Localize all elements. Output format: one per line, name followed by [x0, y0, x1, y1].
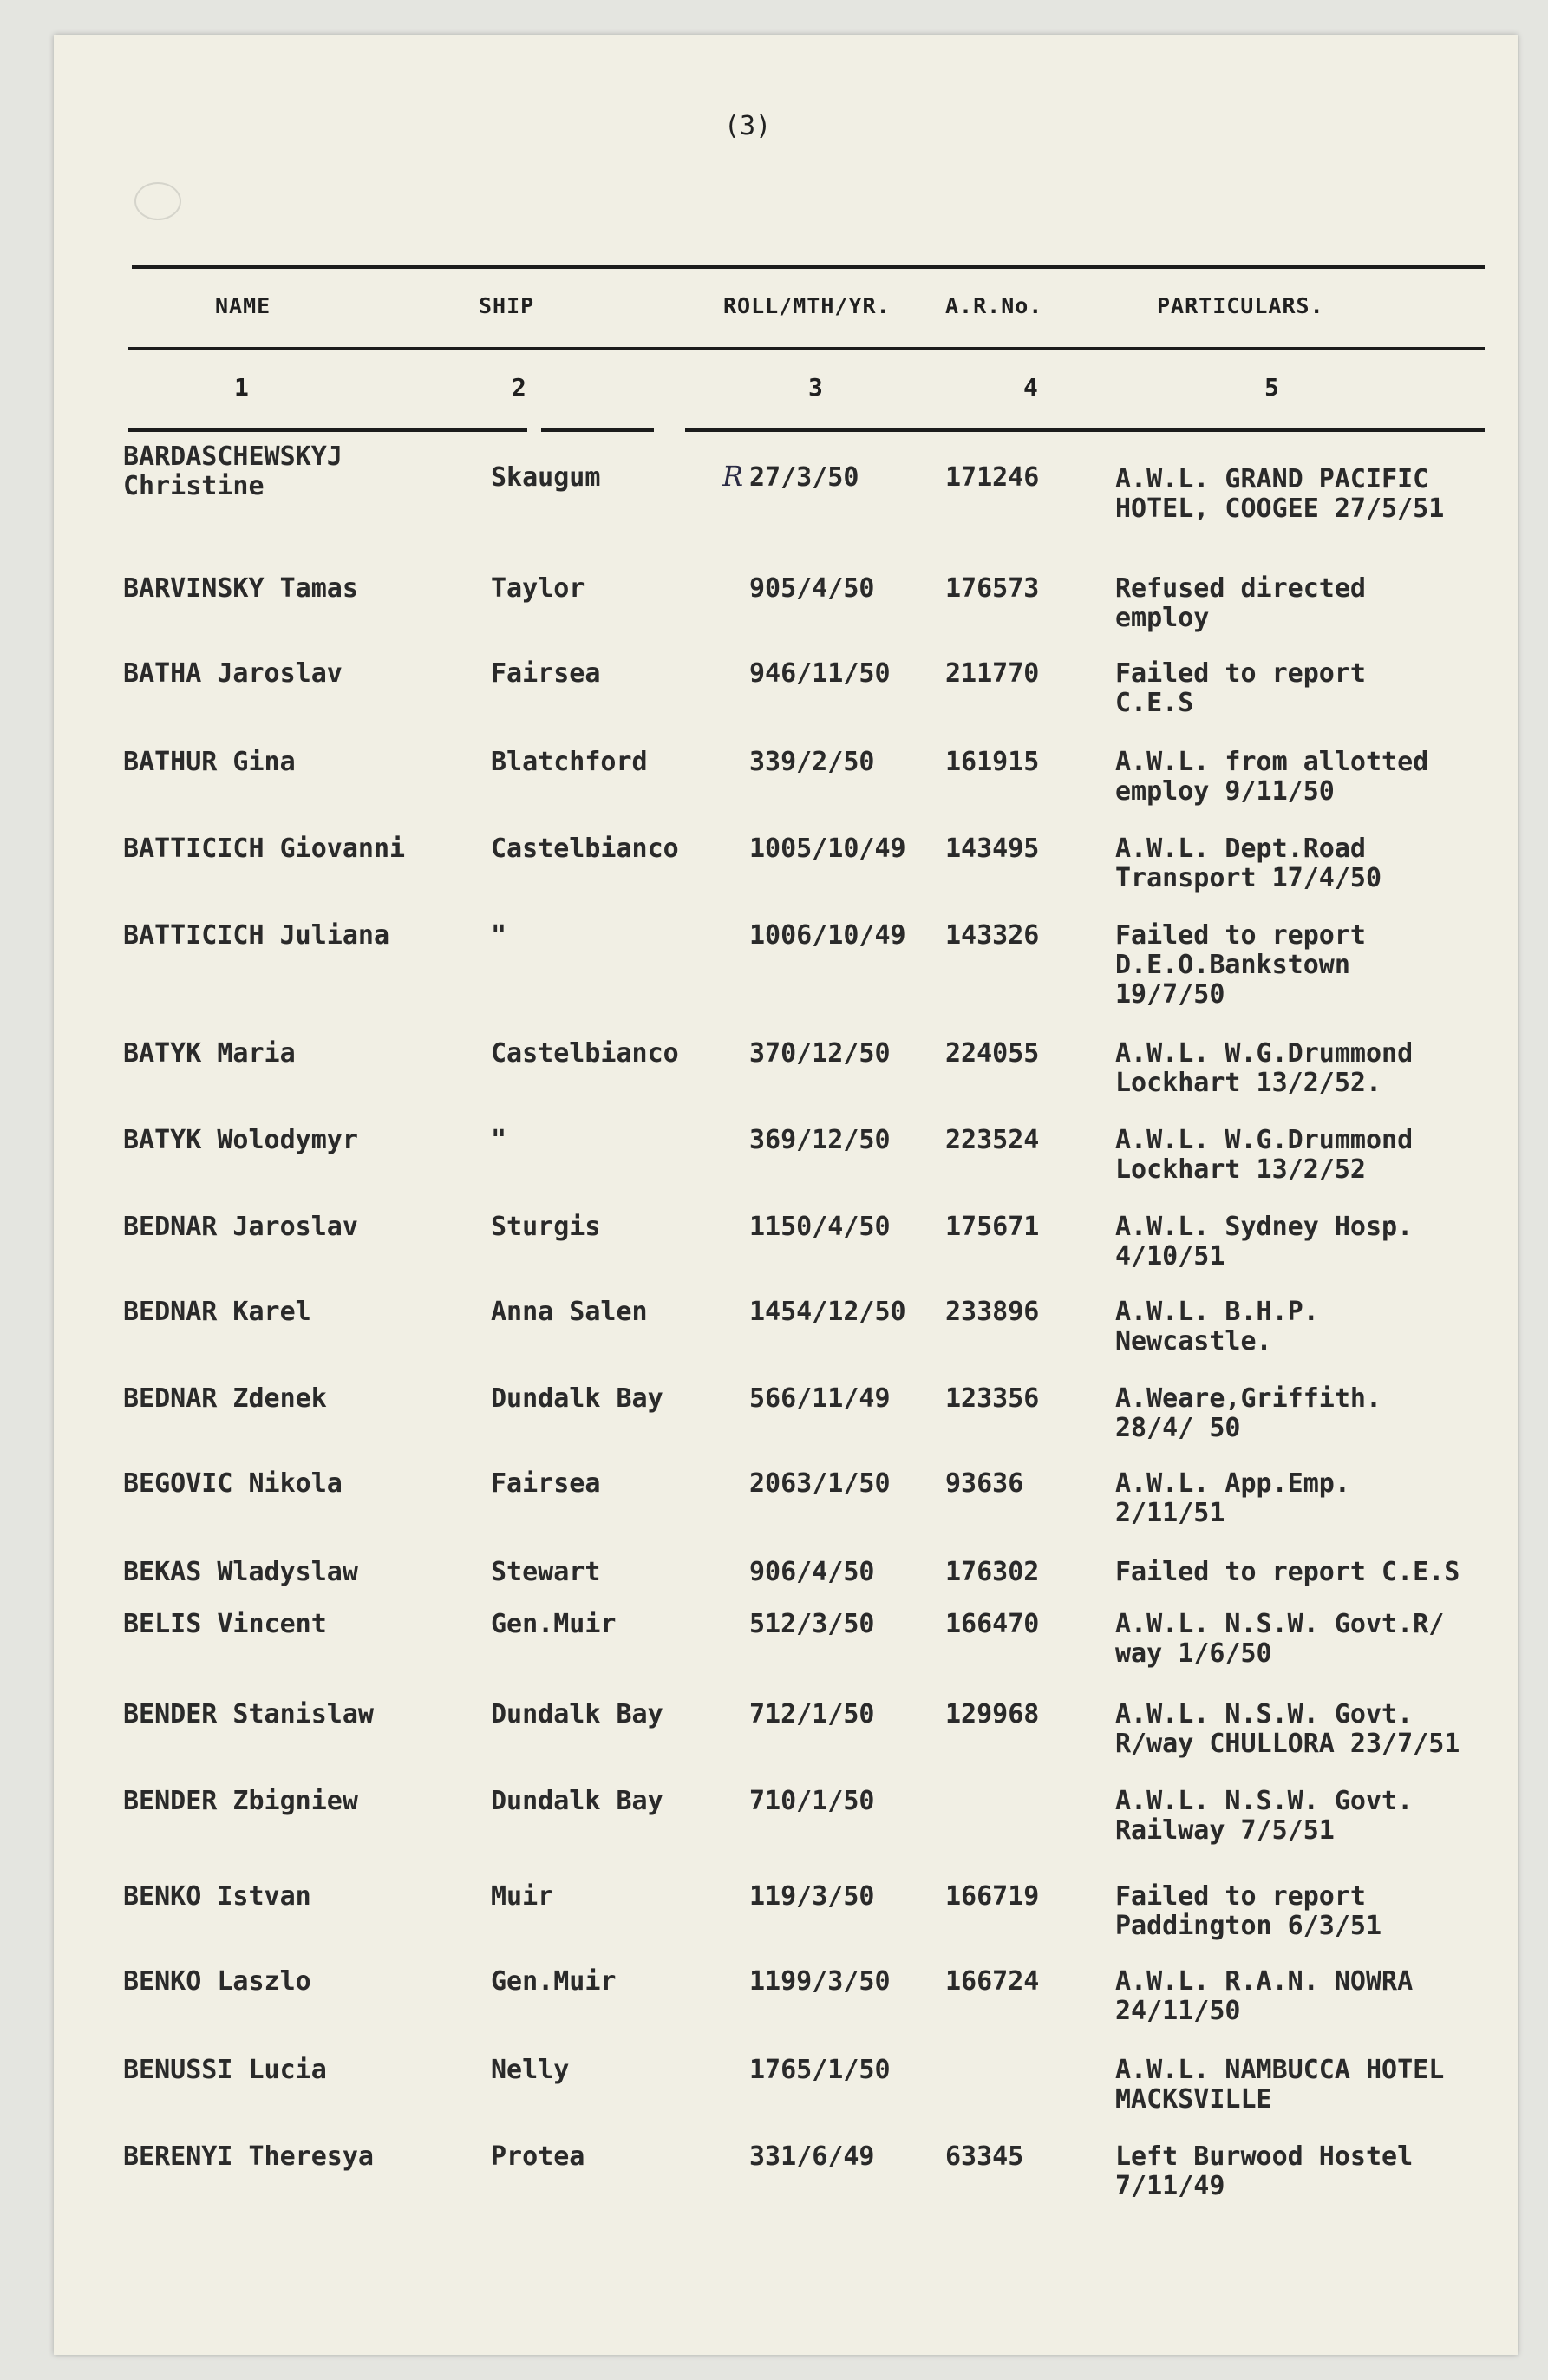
name-cell: BATTICICH Giovanni [123, 834, 406, 864]
name-cell: BEDNAR Karel [123, 1297, 311, 1327]
ar-number-cell: 123356 [945, 1383, 1040, 1414]
ar-number-cell: 233896 [945, 1297, 1040, 1327]
header-ship: SHIP [479, 293, 535, 318]
ship-cell: Dundalk Bay [491, 1786, 663, 1816]
particulars-cell: Failed to report D.E.O.Bankstown 19/7/50 [1115, 920, 1366, 1010]
particulars-cell: A.Weare,Griffith. 28/4/ 50 [1115, 1383, 1382, 1443]
particulars-cell: A.W.L. R.A.N. NOWRA 24/11/50 [1115, 1966, 1414, 2026]
roll-cell: 1150/4/50 [749, 1212, 891, 1242]
roll-cell: 905/4/50 [749, 573, 875, 604]
particulars-cell: A.W.L. from allotted employ 9/11/50 [1115, 747, 1429, 807]
column-number-1: 1 [234, 373, 249, 402]
name-cell: BATHA Jaroslav [123, 658, 343, 689]
roll-cell: 1199/3/50 [749, 1966, 891, 1997]
paper-smudge [134, 182, 181, 220]
roll-cell: 566/11/49 [749, 1383, 891, 1414]
ar-number-cell: 224055 [945, 1038, 1040, 1069]
roll-cell: 331/6/49 [749, 2141, 875, 2172]
ship-cell: Muir [491, 1881, 554, 1912]
roll-cell: 370/12/50 [749, 1038, 891, 1069]
ar-number-cell: 93636 [945, 1468, 1024, 1499]
ar-number-cell: 143326 [945, 920, 1040, 951]
rule-under-numbers-a [128, 428, 527, 432]
ar-number-cell: 176573 [945, 573, 1040, 604]
particulars-cell: A.W.L. N.S.W. Govt. Railway 7/5/51 [1115, 1786, 1414, 1846]
roll-cell: 2063/1/50 [749, 1468, 891, 1499]
name-cell: BENUSSI Lucia [123, 2055, 327, 2085]
column-number-3: 3 [808, 373, 823, 402]
name-cell: BATYK Maria [123, 1038, 296, 1069]
name-cell: BARDASCHEWSKYJ Christine [123, 441, 343, 501]
roll-cell: 27/3/50 [749, 462, 859, 493]
name-cell: BENDER Stanislaw [123, 1699, 374, 1729]
roll-cell: 369/12/50 [749, 1125, 891, 1155]
rule-under-numbers-c [685, 428, 1485, 432]
column-number-4: 4 [1023, 373, 1038, 402]
particulars-cell: Failed to report C.E.S [1115, 658, 1366, 718]
name-cell: BEDNAR Jaroslav [123, 1212, 358, 1242]
ship-cell: Dundalk Bay [491, 1383, 663, 1414]
ship-cell: " [491, 1125, 507, 1155]
roll-cell: 339/2/50 [749, 747, 875, 777]
roll-cell: 710/1/50 [749, 1786, 875, 1816]
particulars-cell: Left Burwood Hostel 7/11/49 [1115, 2141, 1414, 2201]
ar-number-cell: 143495 [945, 834, 1040, 864]
particulars-cell: Failed to report Paddington 6/3/51 [1115, 1881, 1382, 1941]
column-number-5: 5 [1264, 373, 1279, 402]
ar-number-cell: 63345 [945, 2141, 1024, 2172]
ar-number-cell: 129968 [945, 1699, 1040, 1729]
roll-cell: 1454/12/50 [749, 1297, 906, 1327]
ship-cell: Fairsea [491, 658, 601, 689]
rule-under-headers [128, 347, 1485, 350]
particulars-cell: A.W.L. NAMBUCCA HOTEL MACKSVILLE [1115, 2055, 1445, 2115]
ship-cell: Fairsea [491, 1468, 601, 1499]
roll-cell: 946/11/50 [749, 658, 891, 689]
particulars-cell: A.W.L. GRAND PACIFIC HOTEL, COOGEE 27/5/51 [1115, 464, 1445, 524]
ship-cell: Gen.Muir [491, 1966, 617, 1997]
name-cell: BEDNAR Zdenek [123, 1383, 327, 1414]
name-cell: BATHUR Gina [123, 747, 296, 777]
ar-number-cell: 211770 [945, 658, 1040, 689]
name-cell: BATTICICH Juliana [123, 920, 390, 951]
ar-number-cell: 176302 [945, 1557, 1040, 1587]
ship-cell: Stewart [491, 1557, 601, 1587]
particulars-cell: A.W.L. W.G.Drummond Lockhart 13/2/52 [1115, 1125, 1414, 1185]
ar-number-cell: 223524 [945, 1125, 1040, 1155]
particulars-cell: A.W.L. Dept.Road Transport 17/4/50 [1115, 834, 1382, 893]
roll-cell: 512/3/50 [749, 1609, 875, 1639]
particulars-cell: A.W.L. Sydney Hosp. 4/10/51 [1115, 1212, 1414, 1272]
ship-cell: Dundalk Bay [491, 1699, 663, 1729]
ship-cell: " [491, 920, 507, 951]
roll-cell: 1006/10/49 [749, 920, 906, 951]
name-cell: BEGOVIC Nikola [123, 1468, 343, 1499]
name-cell: BELIS Vincent [123, 1609, 327, 1639]
ship-cell: Castelbianco [491, 834, 679, 864]
name-cell: BEKAS Wladyslaw [123, 1557, 358, 1587]
roll-cell: 119/3/50 [749, 1881, 875, 1912]
ship-cell: Nelly [491, 2055, 570, 2085]
particulars-cell: A.W.L. N.S.W. Govt. R/way CHULLORA 23/7/51 [1115, 1699, 1460, 1759]
header-ar-no: A.R.No. [945, 293, 1043, 318]
name-cell: BENDER Zbigniew [123, 1786, 358, 1816]
particulars-cell: Failed to report C.E.S [1115, 1557, 1460, 1587]
roll-cell: 1005/10/49 [749, 834, 906, 864]
ship-cell: Blatchford [491, 747, 648, 777]
ar-number-cell: 166470 [945, 1609, 1040, 1639]
name-cell: BENKO Istvan [123, 1881, 311, 1912]
ship-cell: Taylor [491, 573, 585, 604]
particulars-cell: A.W.L. App.Emp. 2/11/51 [1115, 1468, 1350, 1528]
rule-top [132, 265, 1485, 269]
header-name: NAME [215, 293, 271, 318]
name-cell: BARVINSKY Tamas [123, 573, 358, 604]
particulars-cell: A.W.L. N.S.W. Govt.R/ way 1/6/50 [1115, 1609, 1445, 1669]
roll-cell: 906/4/50 [749, 1557, 875, 1587]
roll-cell: 1765/1/50 [749, 2055, 891, 2085]
ar-number-cell: 161915 [945, 747, 1040, 777]
ship-cell: Protea [491, 2141, 585, 2172]
header-particulars: PARTICULARS. [1157, 293, 1324, 318]
ar-number-cell: 175671 [945, 1212, 1040, 1242]
roll-cell: 712/1/50 [749, 1699, 875, 1729]
header-roll: ROLL/MTH/YR. [723, 293, 891, 318]
particulars-cell: Refused directed employ [1115, 573, 1366, 633]
name-cell: BATYK Wolodymyr [123, 1125, 358, 1155]
ship-cell: Anna Salen [491, 1297, 648, 1327]
ar-number-cell: 171246 [945, 462, 1040, 493]
ar-number-cell: 166719 [945, 1881, 1040, 1912]
ship-cell: Castelbianco [491, 1038, 679, 1069]
column-number-2: 2 [512, 373, 526, 402]
ship-cell: Skaugum [491, 462, 601, 493]
particulars-cell: A.W.L. B.H.P. Newcastle. [1115, 1297, 1319, 1357]
name-cell: BENKO Laszlo [123, 1966, 311, 1997]
rule-under-numbers-b [541, 428, 654, 432]
particulars-cell: A.W.L. W.G.Drummond Lockhart 13/2/52. [1115, 1038, 1414, 1098]
handwritten-annotation: R [722, 460, 744, 493]
name-cell: BERENYI Theresya [123, 2141, 374, 2172]
ar-number-cell: 166724 [945, 1966, 1040, 1997]
ship-cell: Gen.Muir [491, 1609, 617, 1639]
ship-cell: Sturgis [491, 1212, 601, 1242]
page-number: (3) [724, 111, 772, 141]
